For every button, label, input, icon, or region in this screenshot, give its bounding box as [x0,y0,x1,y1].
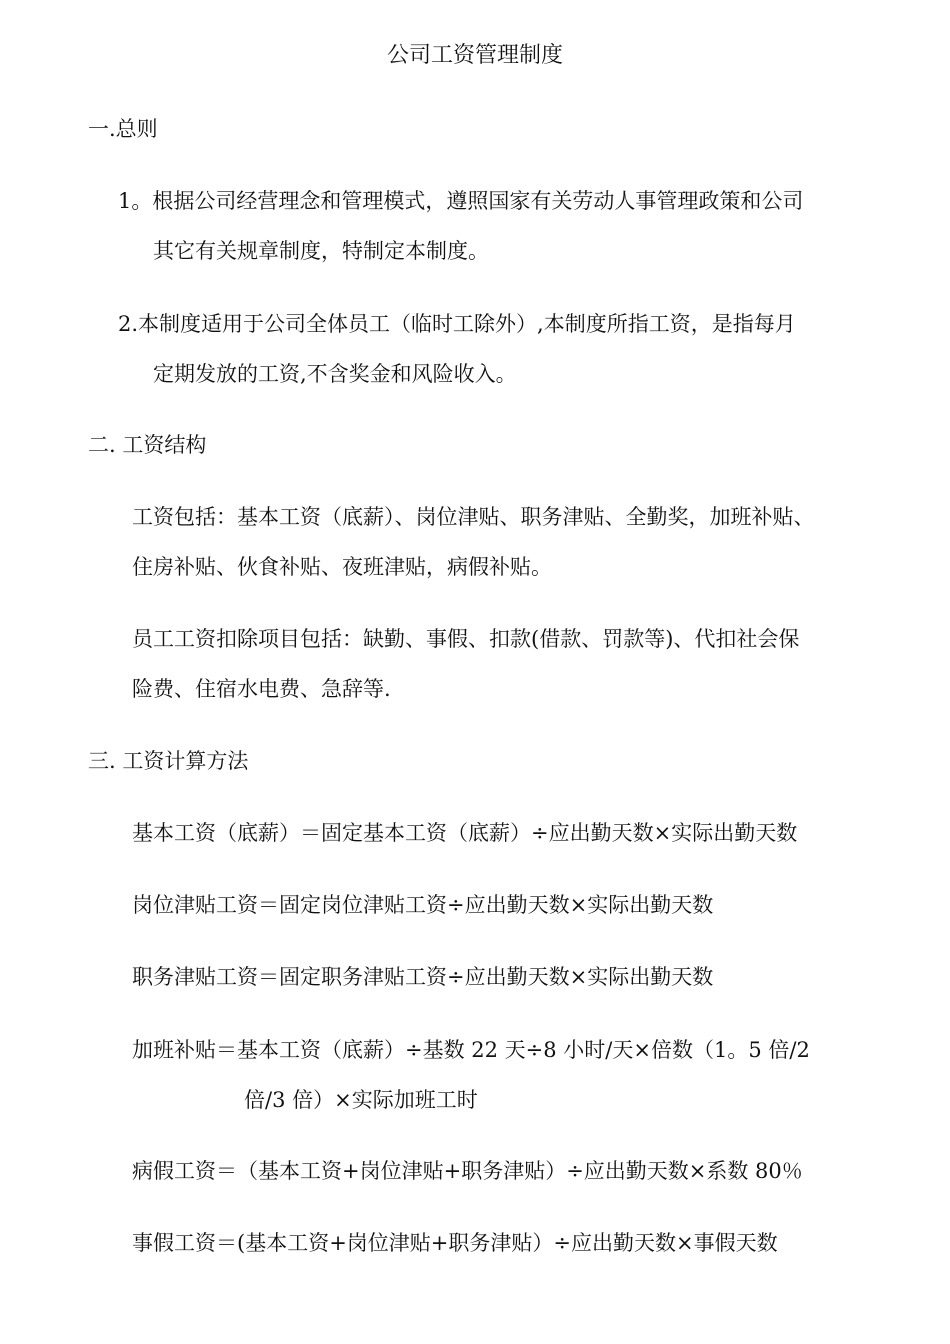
deductions-line-2: 险费、住宿水电费、急辞等. [132,677,391,701]
clause-1-line-1: 1。根据公司经营理念和管理模式，遵照国家有关劳动人事管理政策和公司 [118,189,804,213]
formula-base-salary: 基本工资（底薪）＝固定基本工资（底薪）÷应出勤天数×实际出勤天数 [132,821,798,845]
formula-personal-leave: 事假工资＝(基本工资+岗位津贴+职务津贴）÷应出勤天数×事假天数 [132,1231,778,1255]
section-heading-salary-structure: 二. 工资结构 [88,433,207,457]
clause-1-line-2: 其它有关规章制度，特制定本制度。 [153,239,489,263]
clause-2-line-2: 定期发放的工资,不含奖金和风险收入。 [153,362,517,386]
clause-2-line-1: 2.本制度适用于公司全体员工（临时工除外）,本制度所指工资，是指每月 [118,312,796,336]
formula-overtime-line-1: 加班补贴＝基本工资（底薪）÷基数 22 天÷8 小时/天×倍数（1。5 倍/2 [132,1038,810,1062]
formula-duty-allowance: 职务津贴工资＝固定职务津贴工资÷应出勤天数×实际出勤天数 [132,965,714,989]
deductions-line-1: 员工工资扣除项目包括：缺勤、事假、扣款(借款、罚款等)、代扣社会保 [132,627,800,651]
salary-components-line-1: 工资包括：基本工资（底薪）、岗位津贴、职务津贴、全勤奖，加班补贴、 [132,505,815,529]
formula-position-allowance: 岗位津贴工资＝固定岗位津贴工资÷应出勤天数×实际出勤天数 [132,893,714,917]
section-heading-general: 一.总则 [88,117,158,141]
document-title: 公司工资管理制度 [386,43,563,68]
formula-sick-leave: 病假工资＝（基本工资+岗位津贴+职务津贴）÷应出勤天数×系数 80％ [132,1159,803,1183]
section-heading-calculation: 三. 工资计算方法 [88,749,249,773]
salary-components-line-2: 住房补贴、伙食补贴、夜班津贴，病假补贴。 [132,555,552,579]
formula-overtime-line-2: 倍/3 倍）×实际加班工时 [244,1088,478,1112]
